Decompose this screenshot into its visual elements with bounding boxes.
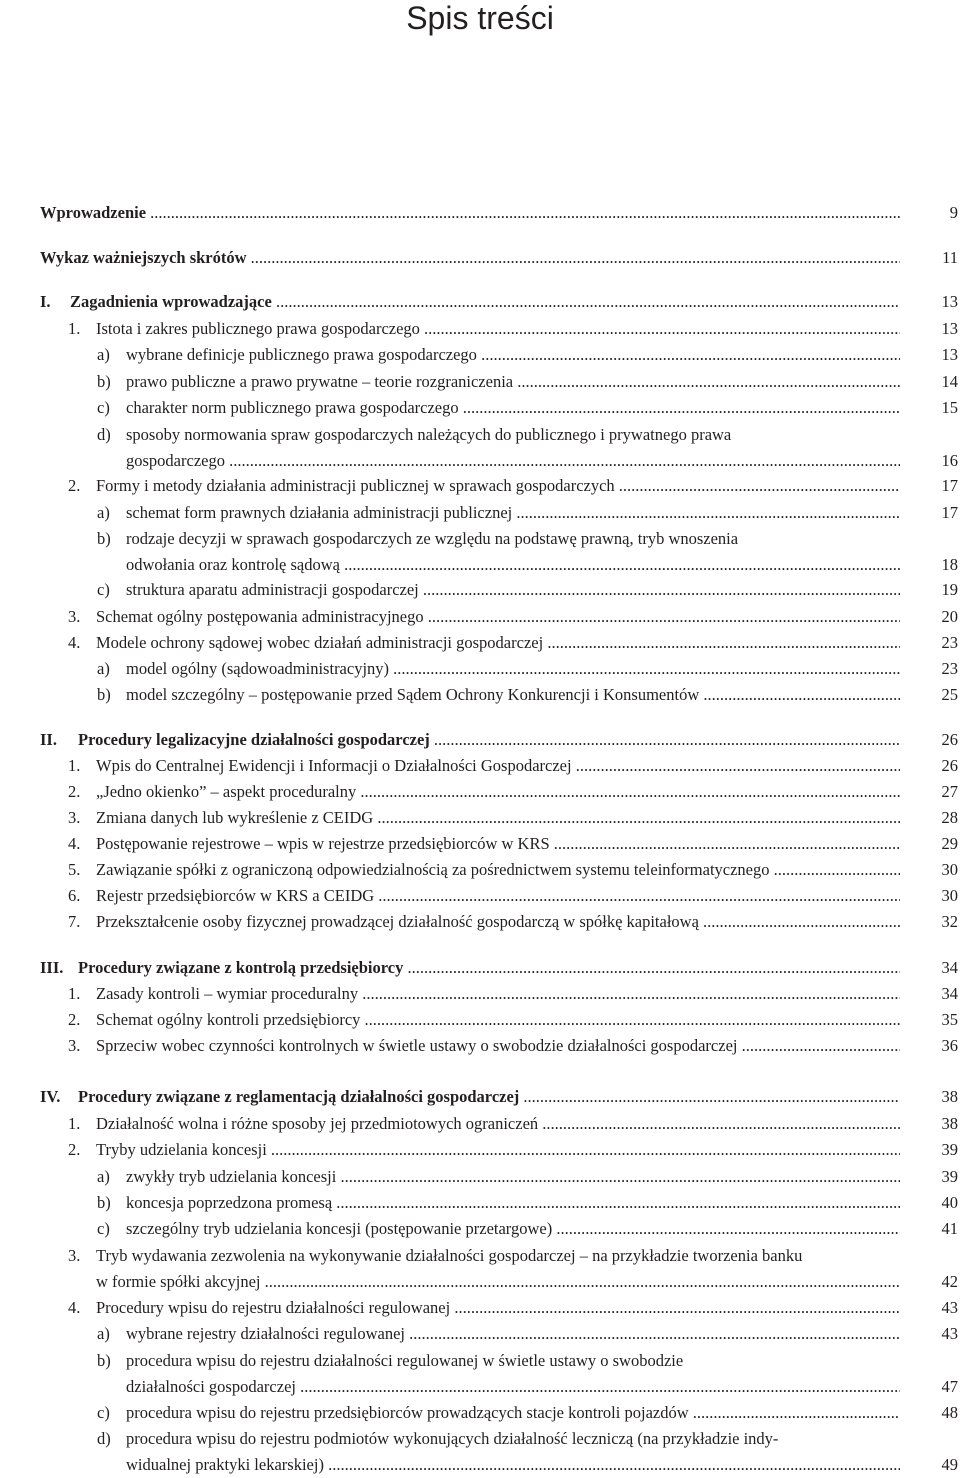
toc-page-number: 26 <box>941 730 958 749</box>
toc-entry-number: II. <box>40 730 57 749</box>
toc-page-number: 41 <box>941 1219 958 1238</box>
toc-entry <box>40 981 958 1007</box>
toc-entry <box>40 552 958 578</box>
toc-entry <box>40 656 958 682</box>
toc-entry-label: Zagadnienia wprowadzające ..... <box>70 289 900 315</box>
toc-entry-number: 4. <box>68 1298 81 1317</box>
toc-entry-label-line: rodzaje decyzji w sprawach gospodarczych ze względu na podstawę prawną, tryb wnoszenia <box>126 529 739 548</box>
toc-entry <box>40 727 958 753</box>
toc-page-number: 34 <box>941 984 958 1003</box>
toc-entry-label-line: procedura wpisu do rejestru podmiotów wykonujących działalność leczniczą (na przykładzie indy- <box>126 1429 779 1448</box>
toc-entry-label: procedura wpisu do rejestru przedsiębiorców prowadzących stacje kontroli pojazdów ..... <box>126 1400 900 1426</box>
toc-entry-letter: a) <box>97 503 110 522</box>
toc-entry-label: Wpis do Centralnej Ewidencji i Informacji o Działalności Gospodarczej ..... <box>96 753 900 779</box>
toc-entry <box>40 200 958 226</box>
toc-entry <box>40 289 958 315</box>
toc-entry-label: Procedury związane z kontrolą przedsiębiorcy ..... <box>78 955 900 981</box>
toc-page-number: 39 <box>941 1140 958 1159</box>
toc-entry <box>40 630 958 656</box>
toc-entry <box>40 473 958 499</box>
toc-entry-letter: c) <box>97 1403 110 1422</box>
toc-entry <box>40 1084 958 1110</box>
toc-entry-label: Formy i metody działania administracji publicznej w sprawach gospodarczych ..... <box>96 473 900 499</box>
toc-entry-label: Procedury legalizacyjne działalności gospodarczej ..... <box>78 727 900 753</box>
toc-page-number: 16 <box>941 451 958 470</box>
toc-entry-letter: d) <box>97 1429 111 1448</box>
toc-entry-label: „Jedno okienko” – aspekt proceduralny ..... <box>96 779 900 805</box>
toc-page-number: 39 <box>941 1167 958 1186</box>
toc-entry-label: gospodarczego ..... <box>126 448 900 474</box>
toc-entry <box>40 955 958 981</box>
toc-entry-first-line <box>40 1243 900 1269</box>
toc-page-number: 49 <box>941 1455 958 1474</box>
toc-entry-label: Wykaz ważniejszych skrótów ..... <box>40 245 900 271</box>
toc-entry-label: Schemat ogólny postępowania administracyjnego ..... <box>96 604 900 630</box>
toc-entry-number: 3. <box>68 808 81 827</box>
toc-entry <box>40 577 958 603</box>
toc-entry-label: koncesja poprzedzona promesą ..... <box>126 1190 900 1216</box>
toc-entry-label-line: procedura wpisu do rejestru działalności regulowanej w świetle ustawy o swobodzie <box>126 1351 684 1370</box>
toc-entry-letter: b) <box>97 372 111 391</box>
toc-entry-first-line <box>40 1348 900 1374</box>
toc-entry-number: 1. <box>68 984 81 1003</box>
toc-entry <box>40 779 958 805</box>
toc-entry <box>40 1007 958 1033</box>
toc-page-number: 20 <box>941 607 958 626</box>
toc-entry-label: schemat form prawnych działania administracji publicznej ..... <box>126 500 900 526</box>
toc-page-number: 29 <box>941 834 958 853</box>
toc-page-number: 27 <box>941 782 958 801</box>
toc-entry <box>40 883 958 909</box>
toc-entry <box>40 831 958 857</box>
toc-entry-first-line <box>40 422 900 448</box>
toc-entry-label: Rejestr przedsiębiorców w KRS a CEIDG ..... <box>96 883 900 909</box>
toc-entry <box>40 1164 958 1190</box>
toc-entry-letter: b) <box>97 529 111 548</box>
toc-entry-letter: b) <box>97 1351 111 1370</box>
toc-page-number: 19 <box>941 580 958 599</box>
toc-entry-number: 2. <box>68 1010 81 1029</box>
toc-page-number: 18 <box>941 555 958 574</box>
toc-page-number: 11 <box>942 248 958 267</box>
toc-entry-number: IV. <box>40 1087 61 1106</box>
toc-entry-letter: b) <box>97 685 111 704</box>
toc-entry-label: prawo publiczne a prawo prywatne – teorie rozgraniczenia ..... <box>126 369 900 395</box>
toc-page-number: 32 <box>941 912 958 931</box>
toc-entry <box>40 1452 958 1478</box>
toc-entry-label: odwołania oraz kontrolę sądową ..... <box>126 552 900 578</box>
toc-entry-label-line: sposoby normowania spraw gospodarczych należących do publicznego i prywatnego prawa <box>126 425 732 444</box>
toc-entry-label: Wprowadzenie ..... <box>40 200 900 226</box>
toc-page-number: 43 <box>941 1298 958 1317</box>
toc-entry-letter: a) <box>97 659 110 678</box>
toc-entry <box>40 1321 958 1347</box>
toc-page-number: 13 <box>941 292 958 311</box>
toc-entry-number: III. <box>40 958 64 977</box>
toc-page-number: 30 <box>941 860 958 879</box>
toc-entry-number: 1. <box>68 756 81 775</box>
toc-entry-number: 1. <box>68 1114 81 1133</box>
toc-entry-number: 2. <box>68 782 81 801</box>
toc-entry-letter: c) <box>97 398 110 417</box>
toc-entry-label: Przekształcenie osoby fizycznej prowadzącej działalność gospodarczą w spółkę kapitałową ..... <box>96 909 900 935</box>
toc-entry <box>40 753 958 779</box>
toc-entry-letter: d) <box>97 425 111 444</box>
toc-entry-label: Procedury związane z reglamentacją działalności gospodarczej ..... <box>78 1084 900 1110</box>
toc-page-number: 38 <box>941 1087 958 1106</box>
toc-entry <box>40 1033 958 1059</box>
toc-page-number: 13 <box>941 345 958 364</box>
toc-entry-label: Zawiązanie spółki z ograniczoną odpowiedzialnością za pośrednictwem systemu teleinformatycznego ..... <box>96 857 900 883</box>
toc-entry-label: wybrane definicje publicznego prawa gospodarczego ..... <box>126 342 900 368</box>
toc-entry-number: 3. <box>68 607 81 626</box>
toc-entry-letter: c) <box>97 1219 110 1238</box>
toc-entry-letter: b) <box>97 1193 111 1212</box>
toc-entry-number: I. <box>40 292 51 311</box>
toc-page-number: 25 <box>941 685 958 704</box>
toc-entry-letter: a) <box>97 345 110 364</box>
toc-entry <box>40 857 958 883</box>
toc-entry-number: 3. <box>68 1246 81 1265</box>
toc-entry-letter: a) <box>97 1167 110 1186</box>
toc-entry-label: struktura aparatu administracji gospodarczej ..... <box>126 577 900 603</box>
toc-entry-first-line <box>40 1426 900 1452</box>
toc-entry <box>40 1190 958 1216</box>
toc-entry-number: 3. <box>68 1036 81 1055</box>
toc-page-number: 47 <box>941 1377 958 1396</box>
toc-page-number: 17 <box>941 503 958 522</box>
toc-entry-label: Procedury wpisu do rejestru działalności regulowanej ..... <box>96 1295 900 1321</box>
toc-entry-label: zwykły tryb udzielania koncesji ..... <box>126 1164 900 1190</box>
toc-entry-number: 2. <box>68 476 81 495</box>
toc-entry-label: Postępowanie rejestrowe – wpis w rejestrze przedsiębiorców w KRS ..... <box>96 831 900 857</box>
toc-entry <box>40 1295 958 1321</box>
toc-page-number: 15 <box>941 398 958 417</box>
toc-entry <box>40 909 958 935</box>
toc-entry-label-line: Tryb wydawania zezwolenia na wykonywanie działalności gospodarczej – na przykładzie tworzenia banku <box>96 1246 803 1265</box>
toc-entry <box>40 805 958 831</box>
toc-entry-label: Działalność wolna i różne sposoby jej przedmiotowych ograniczeń ..... <box>96 1111 900 1137</box>
toc-entry-label: Istota i zakres publicznego prawa gospodarczego ..... <box>96 316 900 342</box>
toc-entry <box>40 369 958 395</box>
toc-page-number: 34 <box>941 958 958 977</box>
toc-page-number: 14 <box>941 372 958 391</box>
toc-entry <box>40 1111 958 1137</box>
toc-entry-label: w formie spółki akcyjnej ..... <box>96 1269 900 1295</box>
toc-entry <box>40 395 958 421</box>
toc-page-number: 23 <box>941 633 958 652</box>
toc-page-number: 38 <box>941 1114 958 1133</box>
toc-entry <box>40 604 958 630</box>
toc-page-number: 40 <box>941 1193 958 1212</box>
toc-entry-label: model szczególny – postępowanie przed Sądem Ochrony Konkurencji i Konsumentów ..... <box>126 682 900 708</box>
toc-page-number: 26 <box>941 756 958 775</box>
toc-entry-label: Sprzeciw wobec czynności kontrolnych w świetle ustawy o swobodzie działalności gospodarczej ..... <box>96 1033 900 1059</box>
toc-entry-label: działalności gospodarczej ..... <box>126 1374 900 1400</box>
toc-entry <box>40 1216 958 1242</box>
toc-entry <box>40 245 958 271</box>
toc-entry <box>40 1137 958 1163</box>
toc-entry-label: Schemat ogólny kontroli przedsiębiorcy ..... <box>96 1007 900 1033</box>
toc-entry <box>40 316 958 342</box>
toc-page-number: 28 <box>941 808 958 827</box>
toc-entry-label: model ogólny (sądowoadministracyjny) ..... <box>126 656 900 682</box>
toc-entry <box>40 1269 958 1295</box>
toc-entry-number: 2. <box>68 1140 81 1159</box>
toc-page-number: 35 <box>941 1010 958 1029</box>
toc-entry <box>40 342 958 368</box>
toc-entry-number: 6. <box>68 886 81 905</box>
toc-page-number: 48 <box>941 1403 958 1422</box>
toc-page-number: 17 <box>941 476 958 495</box>
toc-entry-letter: a) <box>97 1324 110 1343</box>
toc-page-number: 30 <box>941 886 958 905</box>
toc-page-number: 13 <box>941 319 958 338</box>
toc-entry-letter: c) <box>97 580 110 599</box>
toc-entry-label: charakter norm publicznego prawa gospodarczego ..... <box>126 395 900 421</box>
toc-entry <box>40 448 958 474</box>
toc-entry <box>40 1400 958 1426</box>
toc-entry-label: widualnej praktyki lekarskiej) ..... <box>126 1452 900 1478</box>
toc-page-number: 23 <box>941 659 958 678</box>
toc-entry-number: 4. <box>68 633 81 652</box>
toc-entry-label: szczególny tryb udzielania koncesji (postępowanie przetargowe) ..... <box>126 1216 900 1242</box>
toc-entry <box>40 500 958 526</box>
toc-page-number: 42 <box>941 1272 958 1291</box>
toc-entry <box>40 1374 958 1400</box>
toc-entry-label: Zmiana danych lub wykreślenie z CEIDG ..... <box>96 805 900 831</box>
toc-entry-number: 5. <box>68 860 81 879</box>
toc-entry-number: 4. <box>68 834 81 853</box>
toc-page-number: 36 <box>941 1036 958 1055</box>
toc-page-number: 43 <box>941 1324 958 1343</box>
page-title: Spis treści <box>406 0 554 36</box>
toc-entry-label: wybrane rejestry działalności regulowanej ..... <box>126 1321 900 1347</box>
toc-entry-label: Zasady kontroli – wymiar proceduralny ..... <box>96 981 900 1007</box>
toc-entry-first-line <box>40 526 900 552</box>
toc-entry-label: Modele ochrony sądowej wobec działań administracji gospodarczej ..... <box>96 630 900 656</box>
toc-entry-number: 7. <box>68 912 81 931</box>
toc-entry <box>40 682 958 708</box>
toc-entry-number: 1. <box>68 319 81 338</box>
toc-entry-label: Tryby udzielania koncesji ..... <box>96 1137 900 1163</box>
toc-page-number: 9 <box>949 203 958 222</box>
